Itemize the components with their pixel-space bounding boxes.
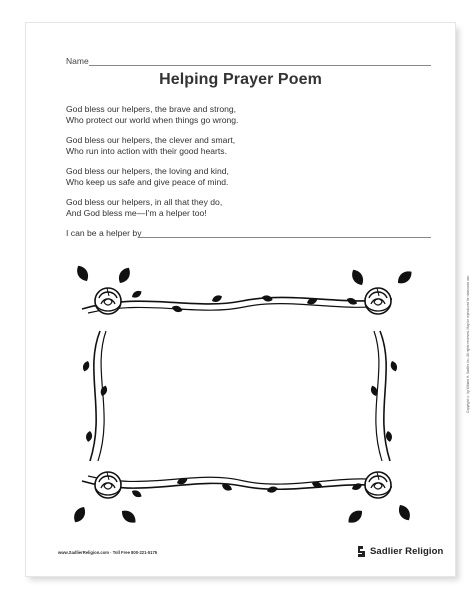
poem-stanza-3 xyxy=(66,166,229,188)
helper-prompt: I can be a helper by xyxy=(66,228,142,238)
poem-line: Who keep us safe and give peace of mind. xyxy=(66,177,229,187)
rose-frame-icon xyxy=(62,261,418,526)
poem-line: God bless our helpers, the brave and strong, xyxy=(66,104,237,114)
poem-stanza-2 xyxy=(66,135,235,157)
sadlier-logo xyxy=(357,544,443,558)
poem-stanza-1 xyxy=(66,104,238,126)
poem-stanza-4 xyxy=(66,197,222,219)
sadlier-mark-icon xyxy=(357,544,367,558)
helper-write-line xyxy=(138,237,431,238)
copyright-notice: Copyright © by William H. Sadlier, Inc. All rights reserved. May be reproduced for classroom use. xyxy=(466,275,470,413)
brand-name: Sadlier Religion xyxy=(370,545,444,557)
name-label: Name xyxy=(66,56,89,66)
name-write-line xyxy=(89,65,431,66)
footer-contact: www.SadlierReligion.com · Toll Free 800-221-5175 xyxy=(58,550,158,555)
poem-line: God bless our helpers, the clever and smart, xyxy=(66,135,236,145)
poem-line: And God bless me—I'm a helper too! xyxy=(66,208,207,218)
poem-line: God bless our helpers, the loving and kind, xyxy=(66,166,229,176)
page-title: Helping Prayer Poem xyxy=(159,71,322,88)
poem-line: Who run into action with their good hearts. xyxy=(66,146,227,156)
poem-line: God bless our helpers, in all that they do, xyxy=(66,197,223,207)
worksheet-page xyxy=(25,22,470,577)
poem-line: Who protect our world when things go wrong. xyxy=(66,115,239,125)
